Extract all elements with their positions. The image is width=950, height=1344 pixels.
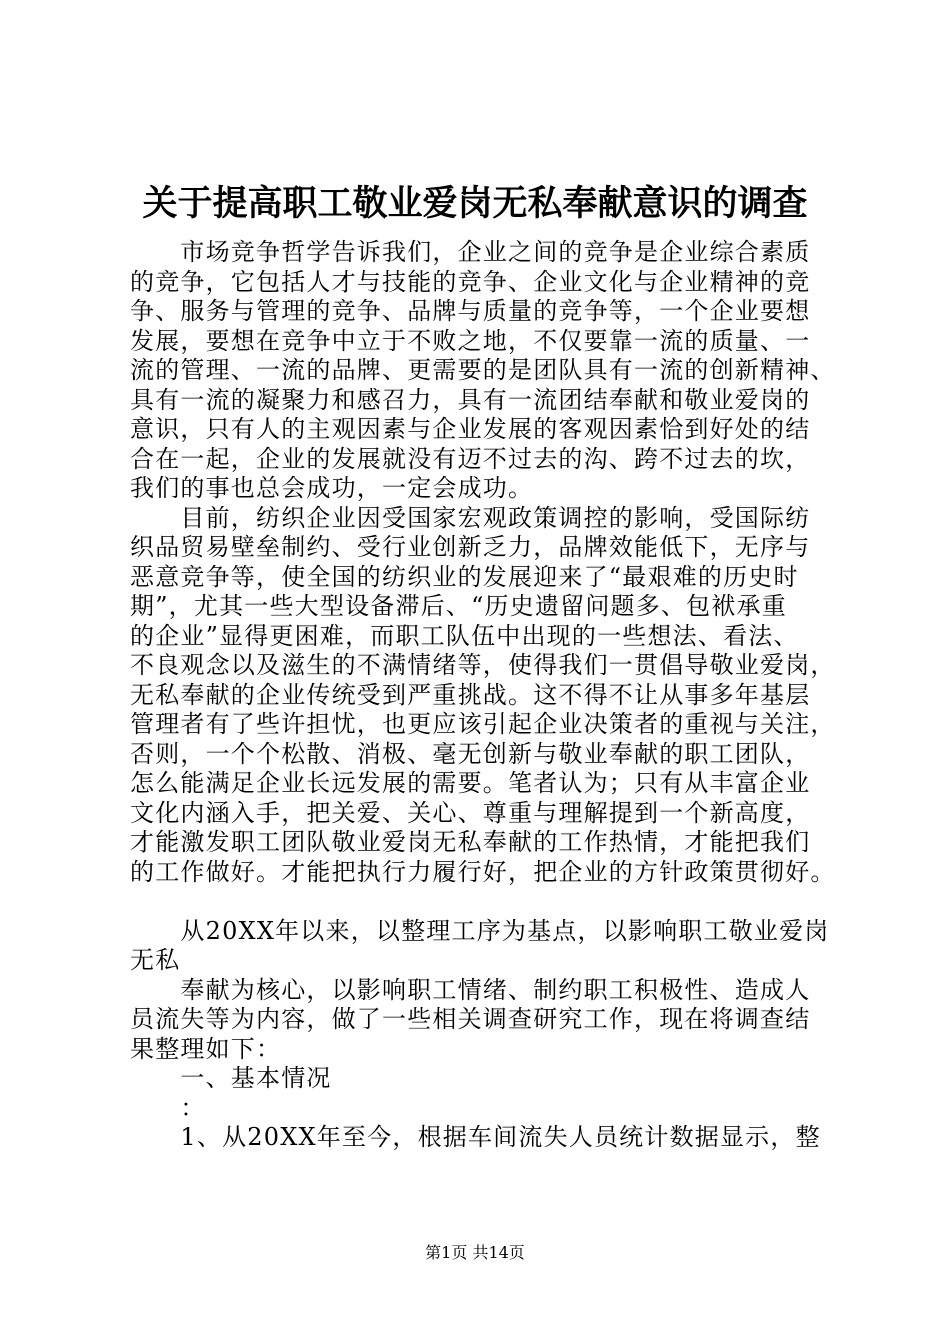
body-text-line: 目前，纺织企业因受国家宏观政策调控的影响，受国际纺 (130, 503, 811, 532)
body-text-line: 的工作做好。才能把执行力履行好，把企业的方针政策贯彻好。 (130, 857, 836, 886)
body-text-line: 怎么能满足企业长远发展的需要。笔者认为；只有从丰富企业 (130, 769, 811, 797)
body-text-line: 合在一起，企业的发展就没有迈不过去的沟、跨不过去的坎， (130, 444, 811, 473)
body-text-line: 争、服务与管理的竞争、品牌与质量的竞争等，一个企业要想 (130, 297, 811, 325)
body-text-line: 我们的事也总会成功，一定会成功。 (130, 474, 534, 502)
body-text-line: 发展，要想在竞争中立于不败之地，不仅要靠一流的质量、一 (130, 326, 811, 355)
body-text-line: 一、基本情况 (130, 1064, 332, 1092)
body-text-line: 具有一流的凝聚力和感召力，具有一流团结奉献和敬业爱岗的 (130, 385, 811, 414)
body-text-line: 从20XX年以来，以整理工序为基点，以影响职工敬业爱岗 (130, 916, 830, 945)
body-text-line: 无私 (130, 946, 181, 974)
body-text-line: 市场竞争哲学告诉我们，企业之间的竞争是企业综合素质 (130, 238, 811, 266)
body-text-line: 管理者有了些许担忧，也更应该引起企业决策者的重视与关注， (130, 710, 836, 738)
body-text-line: 果整理如下： (130, 1034, 282, 1063)
body-text-line: 1、从20XX年至今，根据车间流失人员统计数据显示，整 (130, 1123, 821, 1151)
page-footer: 第1页 共14页 (425, 1243, 525, 1262)
body-text-line: 织品贸易壁垒制约、受行业创新乏力，品牌效能低下，无序与 (130, 533, 811, 561)
body-text-line: 否则，一个个松散、消极、毫无创新与敬业奉献的职工团队， (130, 739, 811, 768)
body-text-line: ： (130, 1093, 206, 1122)
document-title: 关于提高职工敬业爱岗无私奉献意识的调查 (142, 183, 808, 224)
body-text-line: 无私奉献的企业传统受到严重挑战。这不得不让从事多年基层 (130, 680, 811, 709)
body-text-line: 员流失等为内容，做了一些相关调查研究工作，现在将调查结 (130, 1005, 811, 1033)
body-text-line: 不良观念以及滋生的不满情绪等，使得我们一贯倡导敬业爱岗， (130, 651, 836, 679)
body-text-line: 的竞争，它包括人才与技能的竞争、企业文化与企业精神的竞 (130, 267, 811, 296)
body-text-line: 期”，尤其一些大型设备滞后、“历史遗留问题多、包袱承重 (130, 592, 787, 620)
body-text-line: 意识，只有人的主观因素与企业发展的客观因素恰到好处的结 (130, 415, 811, 443)
body-text-line: 才能激发职工团队敬业爱岗无私奉献的工作热情，才能把我们 (130, 828, 811, 856)
body-text-line: 恶意竞争等，使全国的纺织业的发展迎来了“最艰难的历史时 (130, 562, 799, 591)
body-text-line: 奉献为核心，以影响职工情绪、制约职工积极性、造成人 (130, 975, 811, 1004)
body-text-line: 流的管理、一流的品牌、更需要的是团队具有一流的创新精神、 (130, 356, 836, 384)
body-text-line: 的企业”显得更困难，而职工队伍中出现的一些想法、看法、 (130, 621, 799, 650)
body-text-line: 文化内涵入手，把关爱、关心、尊重与理解提到一个新高度， (130, 798, 811, 827)
